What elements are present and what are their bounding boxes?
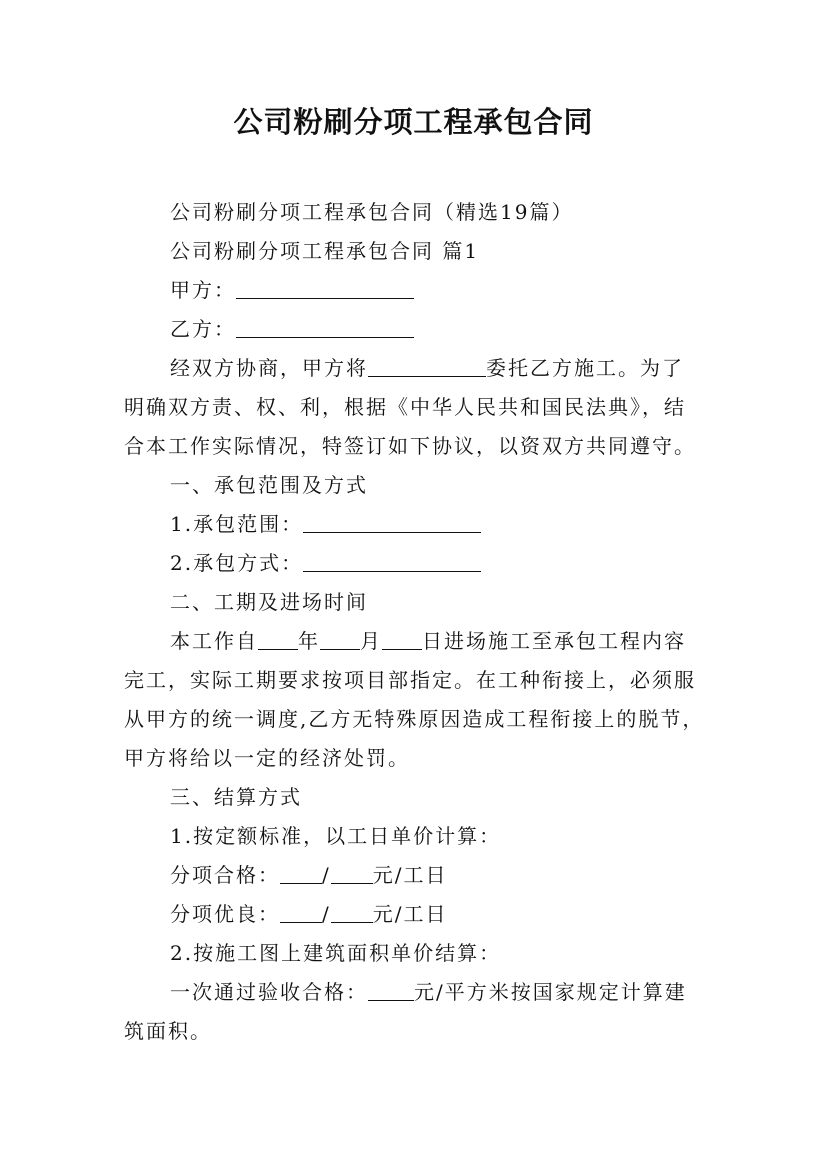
section2-line-1: [124, 622, 709, 661]
scope-blank: [303, 512, 481, 533]
section2-line-2: 完工，实际工期要求按项目部指定。在工种衔接上，必须服: [124, 668, 696, 692]
excellent-slash: /: [322, 902, 331, 926]
once-pass-text-a: 一次通过验收合格：: [170, 980, 368, 1004]
excellent-label: 分项优良：: [170, 902, 280, 926]
month-blank: [320, 629, 360, 650]
pass-blank-2: [331, 863, 373, 884]
year-label: 年: [298, 629, 320, 653]
section2-line-4: 甲方将给以一定的经济处罚。: [124, 746, 410, 770]
party-a-label: 甲方：: [170, 278, 236, 302]
excellent-rate-line: [124, 895, 709, 934]
excellent-unit: 元/工日: [372, 902, 448, 926]
party-a-blank: [236, 278, 414, 299]
pass-rate-line: [124, 856, 709, 895]
month-label: 月: [360, 629, 382, 653]
section3-item2: 2.按施工图上建筑面积单价结算：: [170, 941, 502, 965]
document-title: 公司粉刷分项工程承包合同: [233, 105, 594, 139]
date-text-a: 本工作自: [170, 629, 258, 653]
subtitle: 公司粉刷分项工程承包合同（精选19篇）: [170, 200, 574, 224]
party-a-line: [124, 271, 709, 310]
method-label: 2.承包方式：: [170, 551, 304, 575]
once-pass-line: [124, 973, 709, 1012]
scope-label: 1.承包范围：: [170, 512, 304, 536]
pass-unit: 元/工日: [372, 863, 448, 887]
section1-item1: [124, 505, 709, 544]
intro-line-3: 合本工作实际情况，特签订如下协议，以资双方共同遵守。: [124, 434, 696, 458]
intro-line-1: [124, 349, 709, 388]
intro-line-2: 明确双方责、权、利，根据《中华人民共和国民法典》，结: [124, 395, 686, 419]
section3-heading: 三、结算方式: [170, 785, 302, 809]
project-blank: [368, 356, 486, 377]
once-pass-text-b: 元/平方米按国家规定计算建: [414, 980, 687, 1004]
section2-line-3: 从甲方的统一调度,乙方无特殊原因造成工程衔接上的脱节，: [124, 707, 705, 731]
section1-item2: [124, 544, 709, 583]
pass-blank-1: [280, 863, 322, 884]
document-body: [124, 193, 709, 1051]
method-blank: [303, 551, 481, 572]
excellent-blank-2: [331, 902, 373, 923]
pass-label: 分项合格：: [170, 863, 280, 887]
intro-text-b: 委托乙方施工。为了: [486, 356, 684, 380]
excellent-blank-1: [280, 902, 322, 923]
party-b-blank: [236, 317, 414, 338]
once-pass-line-2: 筑面积。: [124, 1019, 212, 1043]
party-b-line: [124, 310, 709, 349]
year-blank: [258, 629, 298, 650]
section3-item1: 1.按定额标准，以工日单价计算：: [170, 824, 502, 848]
party-b-label: 乙方：: [170, 317, 236, 341]
section-heading: 公司粉刷分项工程承包合同 篇1: [170, 239, 480, 263]
intro-text-a: 经双方协商，甲方将: [170, 356, 368, 380]
section2-heading: 二、工期及进场时间: [170, 590, 368, 614]
pass-slash: /: [322, 863, 331, 887]
day-blank: [382, 629, 422, 650]
section1-heading: 一、承包范围及方式: [170, 473, 368, 497]
area-price-blank: [368, 980, 414, 1001]
date-text-b: 日进场施工至承包工程内容: [422, 629, 686, 653]
